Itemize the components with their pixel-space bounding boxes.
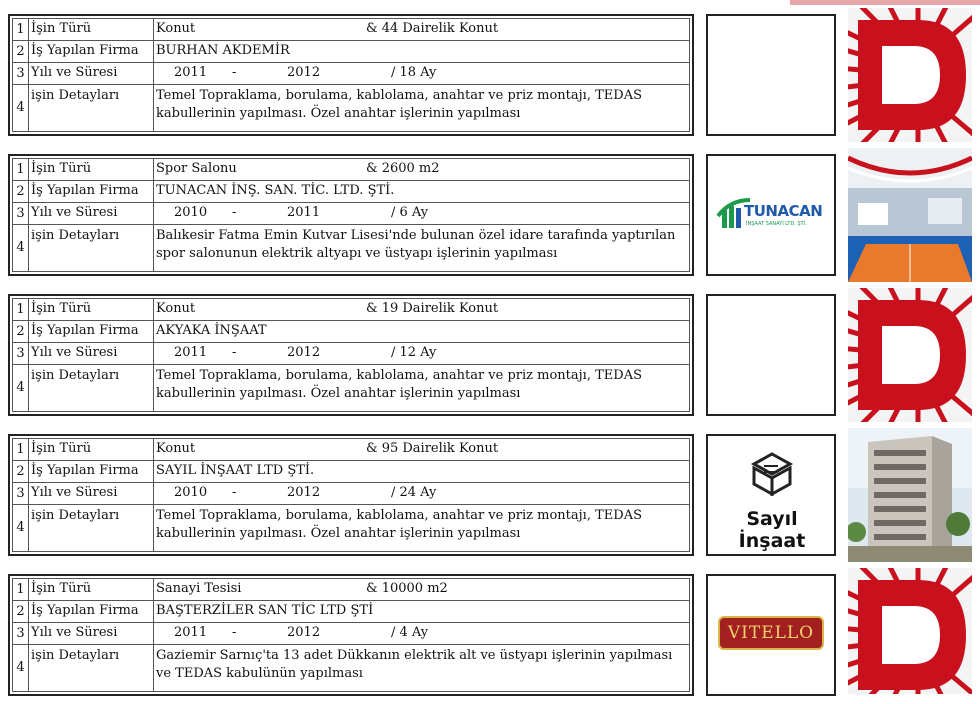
project-duration: / 4 Ay [391, 625, 429, 640]
project-type: Konut [156, 441, 196, 456]
project-firm: TUNACAN İNŞ. SAN. TİC. LTD. ŞTİ. [154, 181, 690, 203]
row-label-details: işin Detayları [29, 505, 154, 552]
row-number: 3 [13, 203, 29, 225]
year-dash: - [232, 65, 237, 80]
project-year-cell [154, 203, 690, 225]
row-number: 3 [13, 623, 29, 645]
row-year [13, 63, 690, 85]
row-type [13, 19, 690, 41]
row-number: 2 [13, 321, 29, 343]
row-type [13, 159, 690, 181]
year-end: 2012 [287, 625, 321, 640]
project-details: Temel Topraklama, borulama, kablolama, anahtar ve priz montajı, TEDAS kabullerinin yapılması. Özel anahtar işlerinin yapılması [154, 85, 690, 132]
row-number: 2 [13, 181, 29, 203]
row-label-type: İşin Türü [29, 159, 154, 181]
project-size: & 2600 m2 [366, 161, 440, 176]
year-end: 2012 [287, 485, 321, 500]
project-duration: / 24 Ay [391, 485, 437, 500]
client-logo-box [706, 154, 836, 276]
project-year-cell [154, 63, 690, 85]
row-number: 1 [13, 439, 29, 461]
row-number: 1 [13, 19, 29, 41]
project-card [8, 574, 972, 696]
d-logo-tile [848, 568, 972, 694]
row-type [13, 579, 690, 601]
project-year-cell [154, 623, 690, 645]
row-label-year: Yılı ve Süresi [29, 623, 154, 645]
row-number: 4 [13, 225, 29, 272]
project-type-cell [154, 159, 690, 181]
row-details [13, 225, 690, 272]
project-size: & 10000 m2 [366, 581, 448, 596]
sayil-logo-text: Sayıl İnşaat [738, 508, 806, 552]
project-details: Temel Topraklama, borulama, kablolama, anahtar ve priz montajı, TEDAS kabullerinin yapılması. Özel anahtar işlerinin yapılması [154, 365, 690, 412]
project-table-frame [8, 294, 694, 416]
project-table [12, 578, 690, 692]
row-number: 3 [13, 63, 29, 85]
row-number: 4 [13, 505, 29, 552]
project-details: Temel Topraklama, borulama, kablolama, anahtar ve priz montajı, TEDAS kabullerinin yapılması. Özel anahtar işlerinin yapılması [154, 505, 690, 552]
project-year-cell [154, 483, 690, 505]
row-number: 1 [13, 299, 29, 321]
row-label-type: İşin Türü [29, 19, 154, 41]
project-card [8, 294, 972, 416]
vitello-logo [718, 616, 824, 650]
project-firm: BURHAN AKDEMİR [154, 41, 690, 63]
year-dash: - [232, 345, 237, 360]
row-label-details: işin Detayları [29, 85, 154, 132]
d-logo-icon [848, 568, 972, 694]
tunacan-logo-subtext: İNŞAAT SANAYİ LTD. ŞTİ. [746, 221, 807, 227]
project-type: Konut [156, 301, 196, 316]
project-year-cell [154, 343, 690, 365]
row-label-year: Yılı ve Süresi [29, 203, 154, 225]
project-table [12, 158, 690, 272]
year-start: 2011 [174, 625, 208, 640]
year-dash: - [232, 205, 237, 220]
client-logo-box [706, 294, 836, 416]
top-decor-strip [790, 0, 980, 5]
row-number: 2 [13, 601, 29, 623]
project-type-cell [154, 299, 690, 321]
tunacan-logo [716, 194, 828, 234]
row-label-type: İşin Türü [29, 439, 154, 461]
row-type [13, 299, 690, 321]
project-size: & 44 Dairelik Konut [366, 21, 499, 36]
project-type-cell [154, 579, 690, 601]
project-card [8, 434, 972, 556]
row-label-firm: İş Yapılan Firma [29, 41, 154, 63]
sports-hall-photo [848, 148, 972, 282]
project-table [12, 438, 690, 552]
year-dash: - [232, 485, 237, 500]
row-label-details: işin Detayları [29, 225, 154, 272]
client-logo-box [706, 14, 836, 136]
year-start: 2011 [174, 345, 208, 360]
d-logo-icon [848, 8, 972, 142]
row-year [13, 203, 690, 225]
tunacan-logo-text: TUNACAN [744, 202, 823, 220]
year-end: 2012 [287, 65, 321, 80]
project-details: Gaziemir Sarnıç'ta 13 adet Dükkanın elektrik alt ve üstyapı işlerinin yapılması ve TEDAS kabulünün yapılması [154, 645, 690, 692]
project-firm: AKYAKA İNŞAAT [154, 321, 690, 343]
project-size: & 95 Dairelik Konut [366, 441, 499, 456]
d-logo-icon [848, 288, 972, 422]
year-end: 2012 [287, 345, 321, 360]
project-details: Balıkesir Fatma Emin Kutvar Lisesi'nde bulunan özel idare tarafında yaptırılan spor salonunun elektrik altyapı ve üstyapı işlerinin yapılması [154, 225, 690, 272]
year-end: 2011 [287, 205, 321, 220]
project-card [8, 154, 972, 276]
sayil-logo-icon [750, 452, 794, 496]
d-logo-tile [848, 8, 972, 142]
row-details [13, 645, 690, 692]
row-firm [13, 41, 690, 63]
project-type: Konut [156, 21, 196, 36]
sayil-logo [716, 452, 828, 552]
project-table-frame [8, 14, 694, 136]
building-image [848, 428, 972, 562]
row-number: 3 [13, 483, 29, 505]
year-start: 2010 [174, 205, 208, 220]
project-type: Sanayi Tesisi [156, 581, 242, 596]
row-label-firm: İş Yapılan Firma [29, 461, 154, 483]
row-label-details: işin Detayları [29, 645, 154, 692]
vitello-logo-text: VITELLO [727, 623, 815, 643]
row-number: 4 [13, 365, 29, 412]
project-duration: / 12 Ay [391, 345, 437, 360]
project-table [12, 298, 690, 412]
row-number: 4 [13, 85, 29, 132]
project-table-frame [8, 434, 694, 556]
row-firm [13, 181, 690, 203]
row-number: 1 [13, 579, 29, 601]
row-type [13, 439, 690, 461]
row-label-firm: İş Yapılan Firma [29, 181, 154, 203]
client-logo-box [706, 574, 836, 696]
project-table [12, 18, 690, 132]
project-duration: / 18 Ay [391, 65, 437, 80]
row-details [13, 365, 690, 412]
row-year [13, 623, 690, 645]
client-logo-box [706, 434, 836, 556]
row-label-type: İşin Türü [29, 299, 154, 321]
row-number: 4 [13, 645, 29, 692]
row-label-firm: İş Yapılan Firma [29, 601, 154, 623]
row-label-year: Yılı ve Süresi [29, 63, 154, 85]
row-number: 3 [13, 343, 29, 365]
project-type: Spor Salonu [156, 161, 237, 176]
project-type-cell [154, 19, 690, 41]
sports-hall-image [848, 148, 972, 282]
project-duration: / 6 Ay [391, 205, 429, 220]
row-year [13, 343, 690, 365]
row-label-details: işin Detayları [29, 365, 154, 412]
year-dash: - [232, 625, 237, 640]
row-year [13, 483, 690, 505]
row-firm [13, 601, 690, 623]
d-logo-tile [848, 288, 972, 422]
row-firm [13, 321, 690, 343]
row-label-year: Yılı ve Süresi [29, 483, 154, 505]
row-label-type: İşin Türü [29, 579, 154, 601]
year-start: 2010 [174, 485, 208, 500]
row-number: 2 [13, 461, 29, 483]
project-type-cell [154, 439, 690, 461]
project-firm: BAŞTERZİLER SAN TİC LTD ŞTİ [154, 601, 690, 623]
row-label-firm: İş Yapılan Firma [29, 321, 154, 343]
apartment-building-photo [848, 428, 972, 562]
project-table-frame [8, 154, 694, 276]
row-firm [13, 461, 690, 483]
year-start: 2011 [174, 65, 208, 80]
project-size: & 19 Dairelik Konut [366, 301, 499, 316]
row-number: 1 [13, 159, 29, 181]
project-firm: SAYIL İNŞAAT LTD ŞTİ. [154, 461, 690, 483]
row-details [13, 85, 690, 132]
row-number: 2 [13, 41, 29, 63]
project-table-frame [8, 574, 694, 696]
row-details [13, 505, 690, 552]
row-label-year: Yılı ve Süresi [29, 343, 154, 365]
project-card [8, 14, 972, 136]
